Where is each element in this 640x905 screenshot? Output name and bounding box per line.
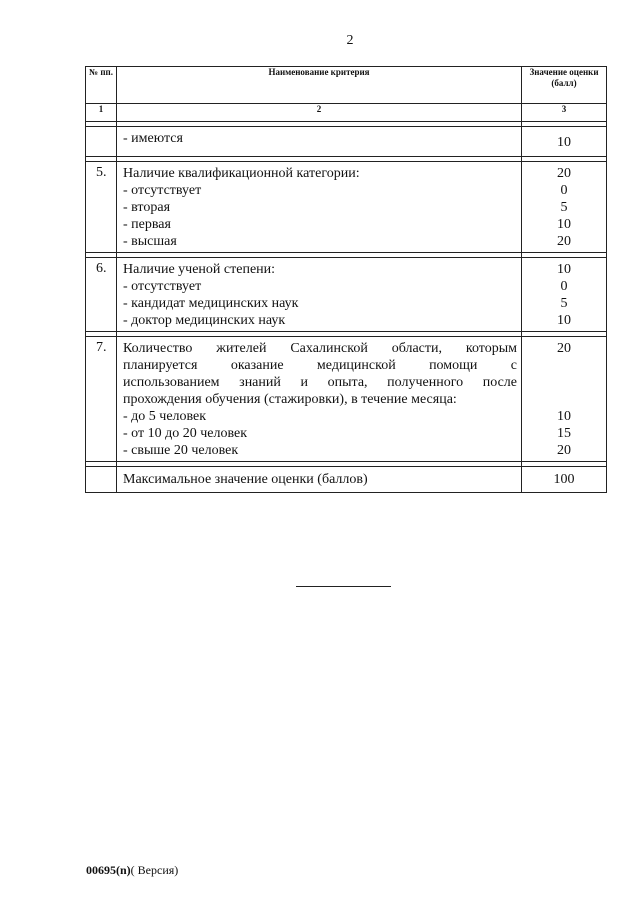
column-index-row	[86, 104, 607, 122]
header-num: № пп.	[86, 67, 117, 104]
criterion-line: Количество жителей Сахалинской области, которым	[123, 341, 517, 356]
blank-line	[522, 391, 606, 408]
criterion-line: планируется оказание медицинской помощи с	[123, 358, 517, 373]
row-number: 7.	[86, 337, 117, 462]
criterion-cell	[117, 162, 522, 253]
score-value: 10	[557, 217, 571, 232]
criterion-line: прохождения обучения (стажировки), в течение месяца:	[123, 392, 457, 407]
column-index: 3	[522, 104, 607, 122]
score-value: 5	[560, 200, 568, 215]
criterion-line: - высшая	[123, 234, 177, 249]
score-cell	[522, 467, 607, 493]
score-value: 5	[560, 296, 568, 311]
document-code	[86, 863, 178, 878]
criterion-line: - отсутствует	[123, 183, 202, 198]
criterion-line: - отсутствует	[123, 279, 202, 294]
table-row	[86, 127, 607, 157]
row-number	[86, 127, 117, 157]
table-row	[86, 162, 607, 253]
table-header-row	[86, 67, 607, 104]
criterion-cell	[117, 258, 522, 332]
document-code-number: 00695(n)	[86, 863, 131, 877]
score-cell	[522, 337, 607, 462]
criterion-line: - до 5 человек	[123, 409, 207, 424]
column-index: 1	[86, 104, 117, 122]
criterion-line: - имеются	[123, 131, 183, 146]
criterion-line: - свыше 20 человек	[123, 443, 239, 458]
score-value: 20	[557, 443, 571, 458]
criterion-line: Наличие ученой степени:	[123, 262, 276, 277]
score-value: 0	[560, 279, 568, 294]
score-value: 100	[553, 472, 575, 487]
criterion-line: использованием знаний и опыта, полученного после	[123, 375, 517, 390]
footer-rule	[296, 586, 391, 587]
header-name: Наименование критерия	[117, 67, 522, 104]
row-number: 5.	[86, 162, 117, 253]
score-cell	[522, 258, 607, 332]
score-value: 10	[557, 313, 571, 328]
criteria-table	[85, 66, 607, 493]
column-index: 2	[117, 104, 522, 122]
criterion-cell	[117, 337, 522, 462]
blank-line	[522, 374, 606, 391]
score-value: 10	[557, 135, 571, 150]
row-number	[86, 467, 117, 493]
document-code-suffix: ( Версия)	[130, 863, 179, 877]
header-value: Значение оценки (балл)	[522, 67, 607, 104]
criterion-line: - кандидат медицинских наук	[123, 296, 299, 311]
score-value: 10	[557, 409, 571, 424]
criterion-line: - от 10 до 20 человек	[123, 426, 248, 441]
score-value: 10	[557, 262, 571, 277]
criterion-line: Наличие квалификационной категории:	[123, 166, 360, 181]
criterion-cell	[117, 127, 522, 157]
criterion-line: Максимальное значение оценки (баллов)	[123, 472, 368, 487]
criterion-cell	[117, 467, 522, 493]
criterion-line: - первая	[123, 217, 171, 232]
table-row	[86, 337, 607, 462]
score-cell	[522, 127, 607, 157]
page-number: 2	[346, 33, 354, 48]
criterion-line: - вторая	[123, 200, 171, 215]
score-value: 20	[557, 234, 571, 249]
table-row	[86, 467, 607, 493]
criterion-line: - доктор медицинских наук	[123, 313, 286, 328]
score-value: 20	[557, 341, 571, 356]
blank-line	[522, 357, 606, 374]
table-row	[86, 258, 607, 332]
score-value: 20	[557, 166, 571, 181]
score-value: 0	[560, 183, 568, 198]
score-cell	[522, 162, 607, 253]
score-value: 15	[557, 426, 571, 441]
row-number: 6.	[86, 258, 117, 332]
